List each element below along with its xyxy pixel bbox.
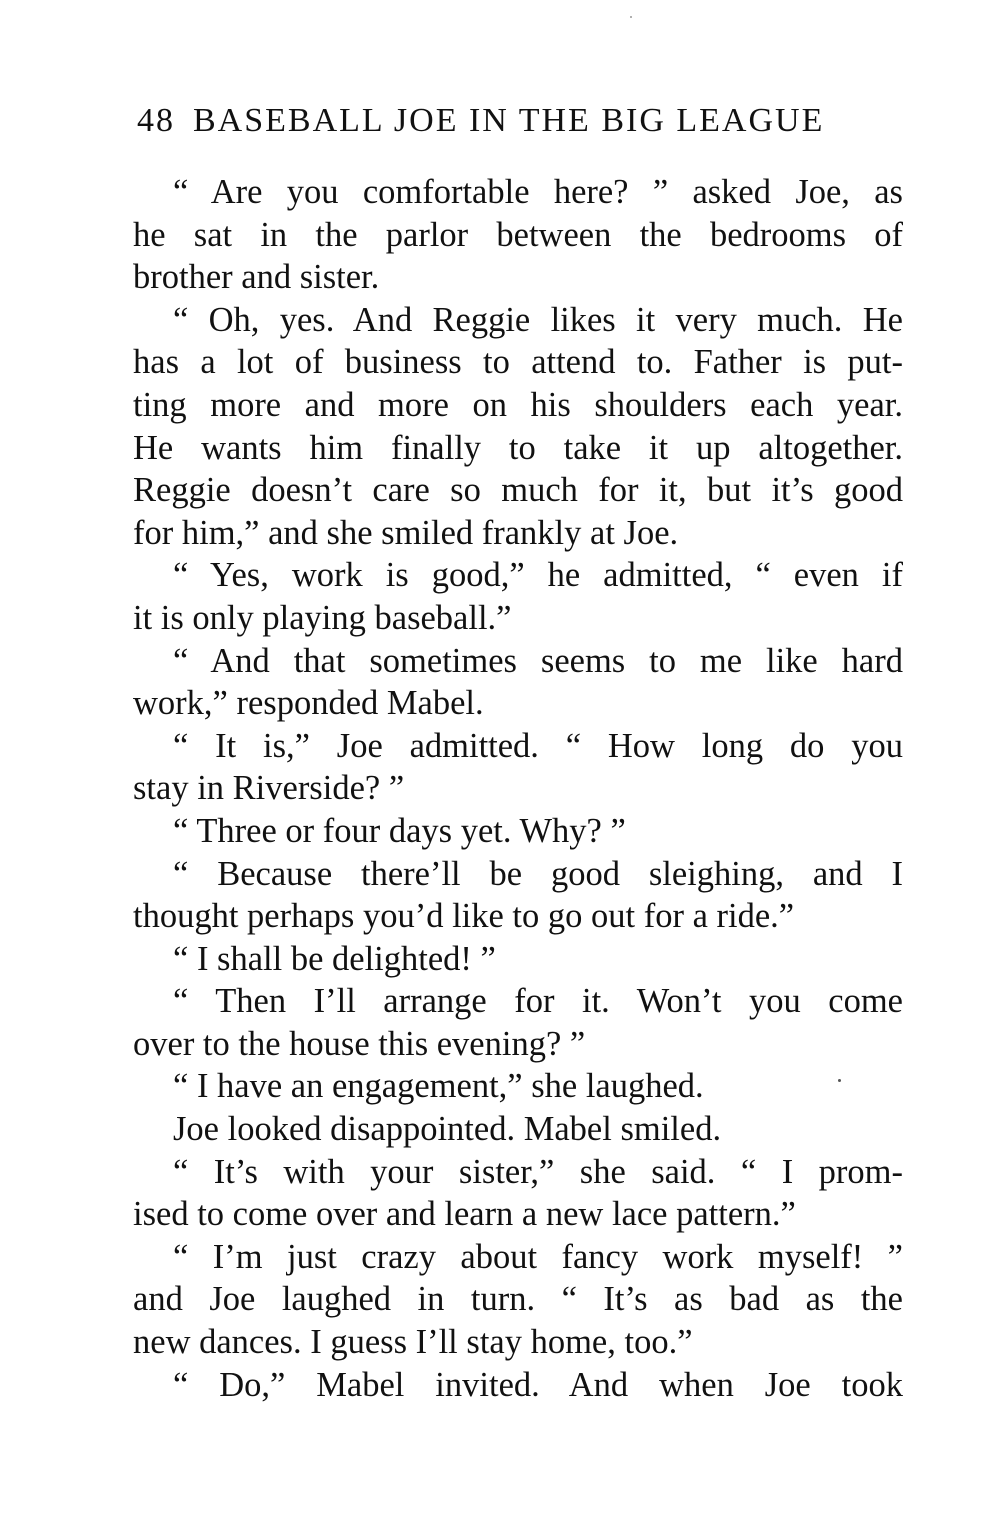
text-line: Joe looked disappointed. Mabel smiled.	[173, 1110, 722, 1149]
text-line: work,” responded Mabel.	[133, 684, 484, 723]
text-line: brother and sister.	[133, 258, 380, 297]
text-line: “ Do,” Mabel invited. And when Joe took	[173, 1365, 903, 1404]
text-line: “ Are you comfortable here? ” asked Joe, as	[173, 173, 903, 211]
text-line: it is only playing baseball.”	[133, 598, 512, 637]
text-line: ised to come over and learn a new lace pattern.”	[133, 1195, 796, 1234]
text-line: “ Then I’ll arrange for it. Won’t you come	[173, 982, 903, 1021]
text-line: “ Three or four days yet. Why? ”	[173, 811, 626, 850]
text-line: stay in Riverside? ”	[133, 769, 405, 808]
print-speck	[838, 1079, 841, 1082]
text-line: for him,” and she smiled frankly at Joe.	[133, 513, 679, 552]
running-head	[137, 100, 897, 142]
page-number: 48	[137, 102, 175, 139]
text-line: new dances. I guess I’ll stay home, too.”	[133, 1323, 693, 1362]
text-line: “ Because there’ll be good sleighing, and I	[173, 854, 903, 893]
text-line: “ Oh, yes. And Reggie likes it very much. He	[173, 300, 903, 339]
text-line: Reggie doesn’t care so much for it, but it’s good	[133, 471, 903, 510]
text-line: “ It’s with your sister,” she said. “ I prom-	[173, 1152, 903, 1191]
text-line: ting more and more on his shoulders each year.	[133, 385, 903, 424]
text-line: He wants him finally to take it up altogether.	[133, 428, 903, 467]
text-line: “ And that sometimes seems to me like hard	[173, 641, 903, 680]
text-line: “ Yes, work is good,” he admitted, “ even if	[173, 556, 903, 595]
text-line: “ I’m just crazy about fancy work myself! ”	[173, 1237, 903, 1276]
text-line: has a lot of business to attend to. Father is put-	[133, 343, 903, 382]
text-line: and Joe laughed in turn. “ It’s as bad as the	[133, 1280, 903, 1319]
running-title: BASEBALL JOE IN THE BIG LEAGUE	[193, 102, 825, 139]
text-line: “ It is,” Joe admitted. “ How long do you	[173, 726, 903, 765]
text-line: thought perhaps you’d like to go out for a ride.”	[133, 897, 795, 936]
text-line: “ I have an engagement,” she laughed.	[173, 1067, 704, 1106]
print-speck	[630, 16, 632, 18]
text-line: over to the house this evening? ”	[133, 1024, 586, 1063]
body-text	[133, 171, 903, 1406]
text-line: “ I shall be delighted! ”	[173, 939, 496, 978]
text-line: he sat in the parlor between the bedrooms of	[133, 215, 903, 254]
